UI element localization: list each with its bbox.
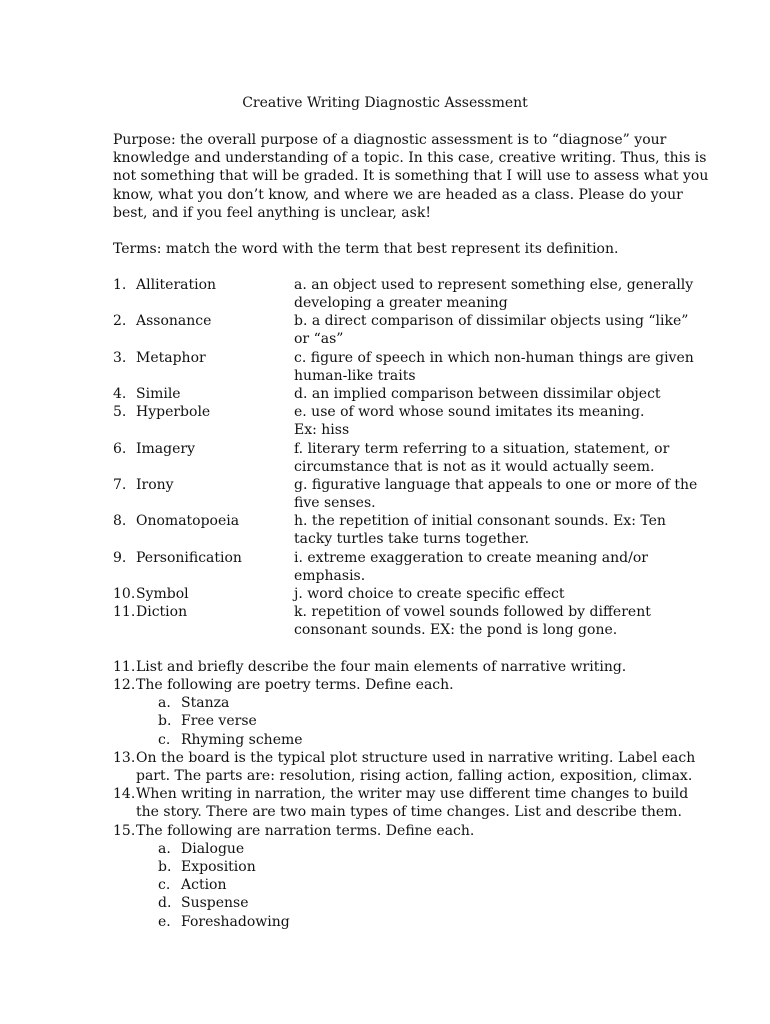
sub-text: Dialogue (181, 841, 245, 857)
definition (294, 403, 644, 439)
sub-text: Free verse (181, 713, 257, 729)
definition (294, 440, 669, 476)
term-word: Alliteration (136, 277, 217, 293)
page-title: Creative Writing Diagnostic Assessment (242, 95, 528, 111)
definition-line: consonant sounds. EX: the pond is long gone. (294, 622, 618, 639)
definition-line: c. figure of speech in which non-human things are given (294, 350, 694, 366)
sub-letter: a. (158, 841, 171, 857)
term-word: Metaphor (136, 350, 206, 366)
question-line: The following are narration terms. Define each. (136, 823, 475, 839)
sub-text: Action (181, 877, 227, 893)
sub-letter: a. (158, 695, 171, 711)
definition-line: or “as” (294, 331, 344, 348)
sub-text: Exposition (181, 859, 256, 875)
term-number: 2. (113, 313, 127, 329)
sub-letter: e. (158, 914, 171, 930)
question-text (136, 749, 695, 785)
term-word: Diction (136, 604, 188, 620)
question-text (136, 822, 474, 840)
sub-letter: c. (158, 732, 171, 748)
question-line: On the board is the typical plot structure used in narrative writing. Label each (136, 750, 696, 766)
term-number: 8. (113, 513, 127, 529)
definition (294, 549, 648, 585)
term-word: Simile (136, 386, 181, 402)
definition-line: e. use of word whose sound imitates its meaning. (294, 404, 645, 420)
term-number: 5. (113, 404, 127, 420)
definition-line: g. figurative language that appeals to one or more of the (294, 477, 698, 493)
term-number: 9. (113, 550, 127, 566)
question-line: List and briefly describe the four main elements of narrative writing. (136, 659, 627, 675)
question-number: 12. (113, 677, 136, 693)
term-number: 1. (113, 277, 127, 293)
question-number: 15. (113, 823, 136, 839)
term-word: Symbol (136, 586, 189, 602)
question-number: 13. (113, 750, 136, 766)
term-number: 10. (113, 586, 136, 602)
sub-letter: d. (158, 895, 172, 911)
definition (294, 585, 565, 603)
sub-text: Rhyming scheme (181, 732, 303, 748)
definition (294, 385, 661, 403)
definition (294, 476, 697, 512)
purpose-line: not something that will be graded. It is something that I will use to assess what you (113, 168, 709, 185)
definition-line: human-like traits (294, 368, 416, 385)
sub-letter: c. (158, 877, 171, 893)
term-word: Imagery (136, 441, 196, 457)
sub-letter: b. (158, 859, 172, 875)
term-word: Onomatopoeia (136, 513, 240, 529)
question-text (136, 785, 688, 821)
definition (294, 349, 694, 385)
definition-line: a. an object used to represent something else, generally (294, 277, 694, 293)
definition (294, 512, 666, 548)
term-number: 6. (113, 441, 127, 457)
definition-line: b. a direct comparison of dissimilar objects using “like” (294, 313, 689, 329)
question-line: part. The parts are: resolution, rising action, falling action, exposition, climax. (136, 768, 693, 785)
question-line: The following are poetry terms. Define each. (136, 677, 454, 693)
term-number: 11. (113, 604, 136, 620)
definition (294, 603, 651, 639)
question-number: 11. (113, 659, 136, 675)
sub-text: Suspense (181, 895, 249, 911)
definition-line: five senses. (294, 495, 376, 512)
definition-line: d. an implied comparison between dissimilar object (294, 386, 661, 402)
term-number: 4. (113, 386, 127, 402)
definition-line: k. repetition of vowel sounds followed by different (294, 604, 651, 620)
definition-line: j. word choice to create specific effect (294, 586, 565, 602)
terms-instructions: Terms: match the word with the term that best represent its definition. (113, 241, 619, 257)
definition-line: emphasis. (294, 568, 366, 585)
purpose-paragraph (113, 131, 708, 222)
definition-line: h. the repetition of initial consonant sounds. Ex: Ten (294, 513, 666, 529)
definition (294, 312, 688, 348)
question-line: When writing in narration, the writer may use different time changes to build (136, 786, 689, 802)
question-text (136, 658, 626, 676)
question-line: the story. There are two main types of time changes. List and describe them. (136, 804, 682, 821)
sub-letter: b. (158, 713, 172, 729)
purpose-line: knowledge and understanding of a topic. In this case, creative writing. Thus, this is (113, 150, 707, 167)
question-number: 14. (113, 786, 136, 802)
definition-line: circumstance that is not as it would actually seem. (294, 459, 655, 476)
question-text (136, 676, 454, 694)
term-word: Hyperbole (136, 404, 211, 420)
term-word: Irony (136, 477, 174, 493)
purpose-line: Purpose: the overall purpose of a diagnostic assessment is to “diagnose” your (113, 132, 667, 148)
sub-text: Stanza (181, 695, 230, 711)
term-number: 7. (113, 477, 127, 493)
purpose-line: best, and if you feel anything is unclear, ask! (113, 204, 431, 221)
term-word: Personification (136, 550, 242, 566)
purpose-line: know, what you don’t know, and where we are headed as a class. Please do your (113, 186, 683, 203)
term-word: Assonance (136, 313, 212, 329)
sub-text: Foreshadowing (181, 914, 290, 930)
term-number: 3. (113, 350, 127, 366)
definition-line: i. extreme exaggeration to create meaning and/or (294, 550, 648, 566)
definition (294, 276, 693, 312)
definition-line: Ex: hiss (294, 422, 350, 439)
definition-line: developing a greater meaning (294, 295, 508, 312)
definition-line: tacky turtles take turns together. (294, 531, 530, 548)
definition-line: f. literary term referring to a situation, statement, or (294, 441, 670, 457)
